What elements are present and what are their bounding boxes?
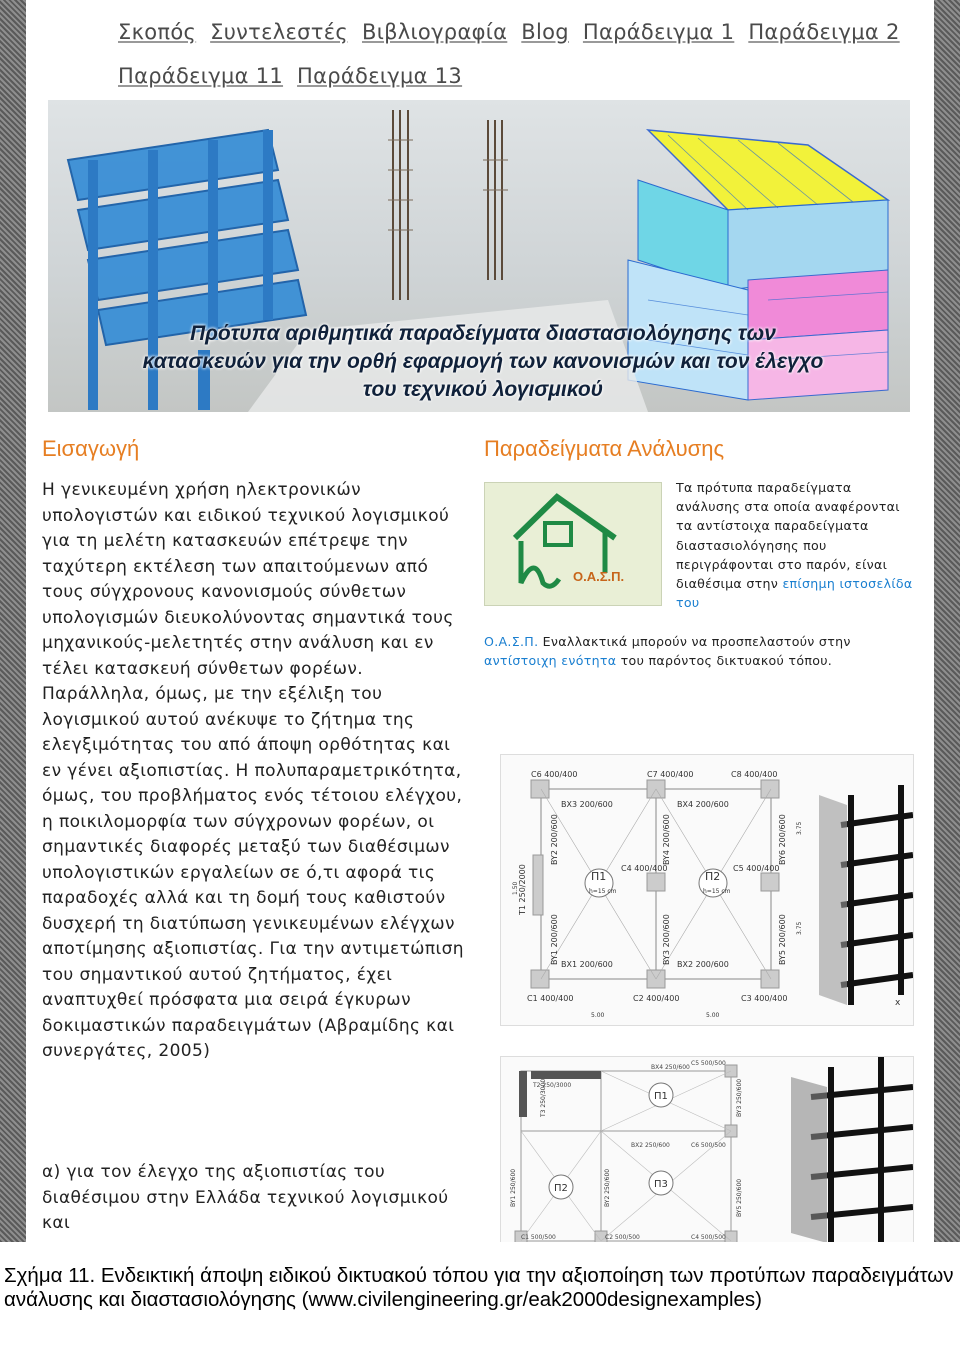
column-c3 — [761, 970, 779, 988]
plan2-label-c5: C5 500/500 — [691, 1060, 726, 1067]
label-c2: C2 400/400 — [633, 994, 680, 1003]
hero-banner — [48, 100, 910, 412]
label-slab-1-thk: h=15 cm — [589, 888, 617, 895]
plan2-label-c2: C2 500/500 — [605, 1234, 640, 1241]
nav-link-example-13[interactable]: Παράδειγμα 13 — [297, 64, 463, 88]
label-by1: BY1 200/600 — [550, 914, 559, 965]
analysis-text-2: Εναλλακτικά μπορούν να προσπελαστούν στην — [538, 634, 851, 649]
label-c7: C7 400/400 — [647, 770, 694, 779]
label-c5: C5 400/400 — [733, 864, 780, 873]
intro-heading: Εισαγωγή — [42, 436, 140, 461]
link-official-site[interactable]: επίσημη ιστοσελίδα του — [676, 576, 913, 611]
analysis-text-3: του παρόντος δικτυακού τόπου. — [616, 653, 833, 669]
plan2-label-t2: T2 250/3000 — [533, 1082, 572, 1089]
plan2-label-by2: BY2 250/600 — [604, 1168, 611, 1207]
nav-link-scope[interactable]: Σκοπός — [118, 20, 197, 44]
analysis-heading: Παραδείγματα Ανάλυσης — [484, 436, 725, 461]
label-c4: C4 400/400 — [621, 864, 668, 873]
label-by5: BY5 200/600 — [778, 914, 787, 965]
dim-t1: 1.50 — [512, 881, 519, 895]
dim-2: 5.00 — [706, 1012, 720, 1019]
plan2-slab-1: Π1 — [654, 1091, 668, 1102]
plan2-slab-2: Π2 — [554, 1183, 568, 1194]
oasp-logo[interactable] — [484, 482, 662, 606]
link-oasp[interactable]: Ο.Α.Σ.Π. — [484, 634, 539, 649]
link-section[interactable]: αντίστοιχη ενότητα — [484, 653, 617, 669]
column-c1 — [531, 970, 549, 988]
right-border — [934, 0, 960, 1242]
label-c3: C3 400/400 — [741, 994, 788, 1003]
label-by2: BY2 200/600 — [550, 814, 559, 865]
plan2-label-bx4: BX4 250/600 — [651, 1064, 690, 1071]
hero-title: Πρότυπα αριθμητικά παραδείγματα διαστασιολόγησης των κατασκευών για την ορθή εφαρμογή των κανονισμών και τον έλεγχο του τεχνικού λογισμικού — [142, 322, 824, 401]
label-slab-1: Π1 — [591, 870, 607, 883]
nav-link-example-11[interactable]: Παράδειγμα 11 — [118, 64, 284, 88]
label-bx2: BX2 200/600 — [677, 960, 729, 969]
top-navigation — [118, 10, 938, 98]
floor-plan-example-2 — [500, 1056, 914, 1242]
label-by4: BY4 200/600 — [662, 814, 671, 865]
label-c6: C6 400/400 — [531, 770, 578, 779]
plan2-label-by3: BY3 250/600 — [736, 1078, 743, 1117]
label-bx3: BX3 200/600 — [561, 800, 613, 809]
figure-caption — [4, 1264, 954, 1312]
plan2-label-c1: C1 500/500 — [521, 1234, 556, 1241]
house-logo-icon — [485, 483, 661, 605]
page-content — [26, 0, 934, 1242]
left-border — [0, 0, 26, 1242]
svg-text:x: x — [895, 998, 901, 1008]
nav-link-example-1[interactable]: Παράδειγμα 1 — [582, 20, 735, 44]
plan2-label-t3: T3 250/3000 — [540, 1078, 547, 1117]
nav-link-blog[interactable]: Blog — [521, 20, 569, 44]
label-t1: T1 250/2000 — [518, 864, 527, 915]
floor-plan-example-1 — [500, 754, 914, 1026]
intro-paragraph: Η γενικευμένη χρήση ηλεκτρονικών υπολογιστών και ειδικού τεχνικού λογισμικού για τη μελέτη κατασκευών επέτρεψε την ταχύτερη εκτέλεση των απαιτούμενων από τους σύγχρονους κανονισμούς σύνθετων υπολογισμών διευκολύνοντας σημαντικά τους μηχανικούς-μελετητές στην ανάλυση και εν τέλει κατασκευή σύνθετων φορέων. Παράλληλα, όμως, με την εξέλιξη του λογισμικού αυτού ανέκυψε το ζήτημα της ελεγξιμότητας του από άποψη ορθότητας και εν γένει αξιοπιστίας. Η πολυπαραμετρικότητα, όμως, του προβλήματος ενός τέτοιου ελέγχου, η ποικιλομορφία των σύγχρονων φορέων, οι σημαντικές διαφορές μεταξύ των διαθέσιμων υπολογιστικών εργαλείων σε ό,τι αφορά τις παραδοχές αλλά και τη δομή τους καθιστούν δυσχερή τη διατύπωση γενικευμένων ελέγχων αποτίμησης αξιοπιστίας. Για την αντιμετώπιση του σημαντικού αυτού ζητήματος, έχει αναπτυχθεί πρόσφατα μια σειρά έγκυρων δοκιμαστικών παραδειγμάτων (Αβραμίδης και συνεργάτες, 2005) — [42, 480, 464, 1061]
nav-link-contributors[interactable]: Συντελεστές — [210, 20, 348, 44]
nav-link-bibliography[interactable]: Βιβλιογραφία — [361, 20, 508, 44]
label-slab-2-thk: h=15 cm — [703, 888, 731, 895]
plan2-label-by1: BY1 250/600 — [510, 1168, 517, 1207]
column-c5 — [761, 873, 779, 891]
label-by3: BY3 200/600 — [662, 914, 671, 965]
nav-link-example-2[interactable]: Παράδειγμα 2 — [748, 20, 900, 44]
plan2-label-bx2: BX2 250/600 — [631, 1142, 670, 1149]
analysis-text-1: Τα πρότυπα παραδείγματα ανάλυσης στα οποία αναφέρονται τα αντίστοιχα παραδείγματα διαστασιολόγησης που περιγράφονται στο παρόν, είναι διαθέσιμα στην — [676, 480, 900, 592]
column-c6 — [531, 780, 549, 798]
label-slab-2: Π2 — [705, 870, 721, 883]
intro-item-a: α) για τον έλεγχο της αξιοπιστίας του διαθέσιμου στην Ελλάδα τεχνικού λογισμικού και — [42, 1162, 449, 1233]
dim-3: 3.75 — [796, 821, 803, 835]
caption-text: Ενδεικτική άποψη ειδικού δικτυακού τόπου για την αξιοποίηση των προτύπων παραδειγμάτων ανάλυσης και διαστασιολόγησης (www.civilengineering.gr/eak2000designexamples) — [4, 1264, 954, 1311]
analysis-paragraph — [676, 478, 916, 612]
plan2-slab-3: Π3 — [654, 1179, 668, 1190]
caption-prefix: Σχήμα 11. — [4, 1264, 96, 1287]
label-c1: C1 400/400 — [527, 994, 574, 1003]
analysis-paragraph-cont — [484, 632, 924, 670]
label-bx4: BX4 200/600 — [677, 800, 729, 809]
plan2-label-by5: BY5 250/600 — [736, 1178, 743, 1217]
plan2-label-c6: C6 500/500 — [691, 1142, 726, 1149]
column-c4 — [647, 873, 665, 891]
oasp-logo-label: Ο.Α.Σ.Π. — [573, 569, 625, 584]
label-bx1: BX1 200/600 — [561, 960, 613, 969]
plan2-label-c4: C4 500/500 — [691, 1234, 726, 1241]
dim-1: 5.00 — [591, 1012, 605, 1019]
wall-t1 — [533, 855, 543, 915]
label-c8: C8 400/400 — [731, 770, 778, 779]
label-by6: BY6 200/600 — [778, 814, 787, 865]
column-c8 — [761, 780, 779, 798]
dim-4: 3.75 — [796, 921, 803, 935]
